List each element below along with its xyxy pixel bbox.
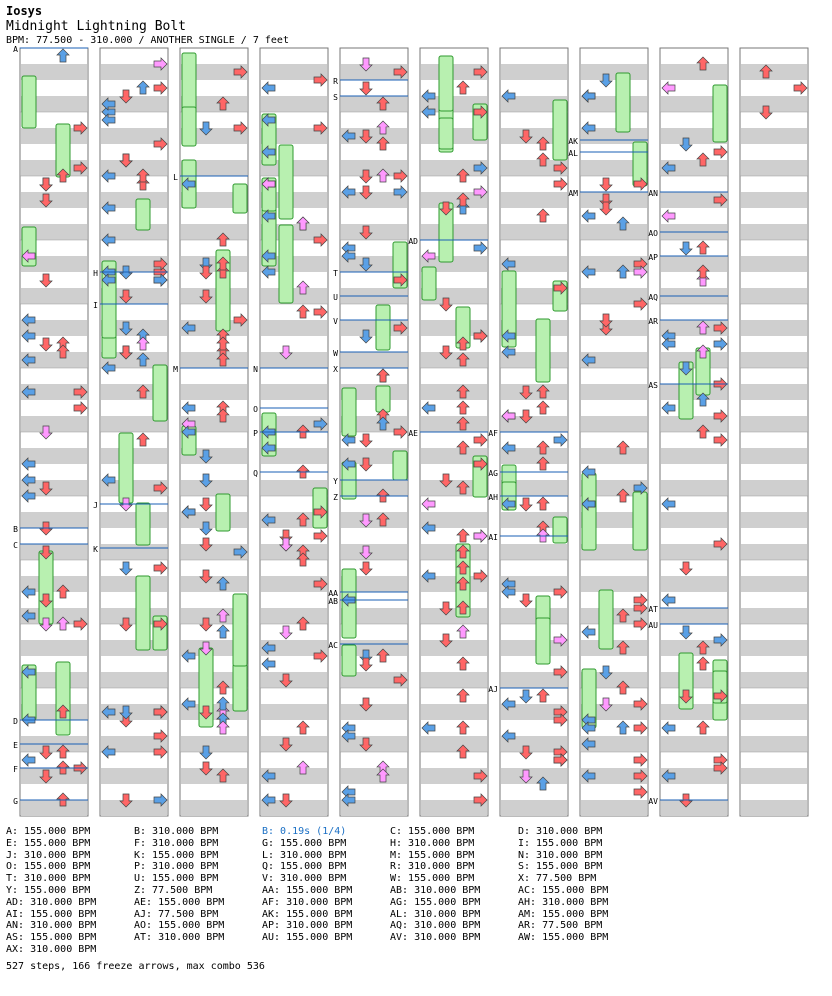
legend-entry: AC: 155.000 BPM [518,885,609,896]
beat-stripe [661,800,727,816]
legend-entry: M: 155.000 BPM [390,849,475,861]
section-label: AQ [648,293,658,302]
chart-column [408,48,488,816]
freeze-arrow [376,386,390,412]
beat-stripe [661,736,727,752]
beat-stripe [421,352,487,368]
beat-stripe [341,512,407,528]
beat-stripe [661,256,727,272]
beat-stripe [181,224,247,240]
section-label: AV [648,797,658,806]
beat-stripe [501,192,567,208]
beat-stripe [661,512,727,528]
section-label: AL [568,149,578,158]
legend-entry: AI: 155.000 BPM [6,908,97,920]
chart-column [488,48,568,816]
legend-entry: AR: 77.500 BPM [518,920,603,932]
beat-stripe [741,512,807,528]
beat-stripe [741,768,807,784]
beat-stripe [741,192,807,208]
chart-column [173,48,248,816]
beat-stripe [421,416,487,432]
beat-stripe [261,736,327,752]
beat-stripe [21,416,87,432]
beat-stripe [21,288,87,304]
section-label: AN [648,189,658,198]
beat-stripe [741,256,807,272]
legend-entry: Y: 155.000 BPM [6,885,91,896]
section-label: U [333,293,338,302]
section-label: Q [253,469,258,478]
beat-stripe [581,416,647,432]
freeze-arrow [536,319,550,382]
beat-stripe [261,320,327,336]
section-label: AU [648,621,658,630]
freeze-arrow [233,664,247,711]
beat-stripe [341,352,407,368]
beat-stripe [741,576,807,592]
legend-entry: AG: 155.000 BPM [390,896,481,908]
section-label: AH [488,493,498,502]
freeze-arrow [393,451,407,480]
beat-stripe [501,384,567,400]
beat-stripe [741,544,807,560]
legend-entry: AE: 155.000 BPM [134,896,225,908]
section-label: V [333,317,338,326]
beat-stripe [101,768,167,784]
freeze-arrow [582,473,596,550]
legend-entry: AQ: 310.000 BPM [390,920,481,932]
legend-entry: AV: 310.000 BPM [390,932,481,944]
freeze-arrow [439,56,453,111]
legend-entry: AS: 155.000 BPM [6,932,97,944]
legend-entry: I: 155.000 BPM [518,837,603,849]
beat-stripe [341,544,407,560]
beat-stripe [741,736,807,752]
legend-entry: AO: 155.000 BPM [134,920,225,932]
legend-entry: N: 310.000 BPM [518,849,603,861]
section-label: P [253,429,258,438]
beat-stripe [581,224,647,240]
beat-stripe [741,480,807,496]
section-label: R [333,77,338,86]
freeze-arrow [119,433,133,503]
beat-stripe [181,384,247,400]
freeze-arrow [553,100,567,160]
beat-stripe [261,704,327,720]
legend-entry: W: 155.000 BPM [390,873,475,885]
beat-stripe [421,640,487,656]
legend-entry: AD: 310.000 BPM [6,896,97,908]
beat-stripe [741,800,807,816]
beat-stripe [101,672,167,688]
section-label: L [173,173,178,182]
freeze-arrow [136,503,150,545]
legend-entry: H: 310.000 BPM [390,837,475,849]
legend-entry: E: 155.000 BPM [6,837,91,849]
legend-entry: AL: 310.000 BPM [390,908,481,920]
beat-stripe [181,736,247,752]
legend-entry: X: 77.500 BPM [518,873,597,885]
chart-column [93,48,168,816]
freeze-arrow [553,517,567,543]
beat-stripe [421,544,487,560]
section-label: T [333,269,338,278]
beat-stripe [661,64,727,80]
freeze-arrow [233,594,247,666]
beat-stripe [181,576,247,592]
freeze-arrow [422,267,436,300]
legend-entry: C: 155.000 BPM [390,826,475,837]
beat-stripe [501,800,567,816]
beat-stripe [101,448,167,464]
beat-stripe [501,64,567,80]
chart-column [13,45,88,816]
beat-stripe [661,576,727,592]
song-artist: Iosys [6,4,43,18]
beat-stripe [741,224,807,240]
beat-stripe [101,512,167,528]
beat-stripe [421,736,487,752]
freeze-arrow [342,388,356,436]
song-title: Midnight Lightning Bolt [6,19,187,34]
freeze-arrow [56,662,70,735]
beat-stripe [261,544,327,560]
section-label: AT [648,605,658,614]
legend-entry: P: 310.000 BPM [134,861,219,873]
freeze-arrow [136,199,150,230]
beat-stripe [261,672,327,688]
legend-entry: AF: 310.000 BPM [262,896,353,908]
beat-stripe [581,64,647,80]
section-label: AA [328,589,338,598]
legend-entry: S: 155.000 BPM [518,861,603,873]
section-label: I [93,301,98,310]
beat-stripe [181,352,247,368]
legend-entry: AX: 310.000 BPM [6,944,97,955]
freeze-arrow [633,492,647,550]
chart-column [253,48,328,816]
bpm-difficulty-line: BPM: 77.500 - 310.000 / ANOTHER SINGLE / 7 feet [6,35,289,46]
section-label: E [13,741,18,750]
legend-entry: T: 310.000 BPM [6,873,91,885]
freeze-arrow [182,107,196,146]
beat-stripe [421,672,487,688]
beat-stripe [741,384,807,400]
legend-entry: D: 310.000 BPM [518,826,603,837]
freeze-arrow [279,225,293,303]
section-label: AK [568,137,578,146]
chart-column [568,48,648,816]
freeze-arrow [22,227,36,266]
section-label: AJ [488,685,498,694]
freeze-arrow [22,76,36,128]
section-label: AR [648,317,658,326]
freeze-arrow [599,590,613,649]
legend-entry: G: 155.000 BPM [262,837,347,849]
freeze-arrow [136,576,150,650]
section-label: A [13,45,18,54]
chart-column [740,48,808,816]
beat-stripe [181,480,247,496]
section-label: AO [648,229,658,238]
beat-stripe [741,160,807,176]
section-label: Z [333,493,338,502]
beat-stripe [741,128,807,144]
section-label: O [253,405,258,414]
beat-stripe [741,352,807,368]
beat-stripe [21,640,87,656]
legend-entry: AW: 155.000 BPM [518,932,609,944]
legend-entry: R: 310.000 BPM [390,861,475,873]
beat-stripe [661,352,727,368]
freeze-arrow [342,645,356,676]
section-label: B [13,525,18,534]
beat-stripe [741,320,807,336]
beat-stripe [261,96,327,112]
beat-stripe [101,544,167,560]
beat-stripe [21,544,87,560]
legend-entry: Z: 77.500 BPM [134,885,213,896]
section-label: AE [408,429,418,438]
legend-entry: AJ: 77.500 BPM [134,908,219,920]
section-label: M [173,365,178,374]
legend-entry: O: 155.000 BPM [6,861,91,873]
beat-stripe [581,800,647,816]
beat-stripe [741,64,807,80]
freeze-arrow [376,305,390,350]
beat-stripe [741,416,807,432]
beat-stripe [341,224,407,240]
beat-stripe [421,704,487,720]
beat-stripe [501,608,567,624]
legend-entry: U: 155.000 BPM [134,873,219,885]
beat-stripe [581,192,647,208]
freeze-arrow [39,551,53,624]
section-label: N [253,365,258,374]
section-label: X [333,365,338,374]
legend-entry: B: 310.000 BPM [134,826,219,837]
beat-stripe [101,576,167,592]
beat-stripe [741,608,807,624]
beat-stripe [181,800,247,816]
beat-stripe [741,672,807,688]
beat-stripe [261,608,327,624]
legend-entry: AN: 310.000 BPM [6,920,97,932]
section-label: AF [488,429,498,438]
beat-stripe [581,320,647,336]
section-label: AS [648,381,658,390]
beat-stripe [341,704,407,720]
chart-column [328,48,408,816]
beat-stripe [21,512,87,528]
section-label: AM [568,189,578,198]
freeze-arrow [153,365,167,421]
section-label: K [93,545,98,554]
beat-stripe [501,544,567,560]
beat-stripe [501,224,567,240]
beat-stripe [261,288,327,304]
section-label: AP [648,253,658,262]
beat-stripe [21,800,87,816]
section-label: C [13,541,18,550]
legend-entry: V: 310.000 BPM [262,873,347,885]
beat-stripe [181,768,247,784]
beat-stripe [581,384,647,400]
section-label: W [333,349,338,358]
section-label: AD [408,237,418,246]
section-label: AC [328,641,338,650]
legend-entry: AH: 310.000 BPM [518,896,609,908]
beat-stripe [741,640,807,656]
beat-stripe [741,288,807,304]
beat-stripe [741,96,807,112]
section-label: D [13,717,18,726]
beat-stripe [581,640,647,656]
beat-stripe [181,288,247,304]
legend-entry: AA: 155.000 BPM [262,885,353,896]
freeze-arrow [313,488,327,528]
beat-stripe [741,448,807,464]
beat-stripe [181,256,247,272]
section-label: S [333,93,338,102]
section-label: AG [488,469,498,478]
beat-stripe [581,448,647,464]
freeze-arrow [633,142,647,186]
section-label: J [93,501,98,510]
section-label: Y [333,477,338,486]
legend-entry: L: 310.000 BPM [262,849,347,861]
beat-stripe [261,352,327,368]
beat-stripe [261,384,327,400]
beat-stripe [501,768,567,784]
freeze-arrow [216,494,230,531]
legend-entry: AT: 310.000 BPM [134,932,225,944]
section-label: G [13,797,18,806]
beat-stripe [741,704,807,720]
section-label: H [93,269,98,278]
legend-entry: AB: 310.000 BPM [390,885,481,896]
legend-entry: Q: 155.000 BPM [262,861,347,873]
beat-stripe [341,96,407,112]
legend-entry: A: 155.000 BPM [6,826,91,837]
section-label: F [13,765,18,774]
freeze-arrow [713,85,727,142]
freeze-arrow [182,53,196,115]
freeze-arrow [279,145,293,219]
legend-entry: AU: 155.000 BPM [262,932,353,944]
beat-stripe [581,576,647,592]
beat-stripe [661,480,727,496]
legend-entry: AM: 155.000 BPM [518,908,609,920]
freeze-arrow [616,73,630,132]
freeze-arrow [536,618,550,664]
legend-entry: AK: 155.000 BPM [262,908,353,920]
section-label: AB [328,597,338,606]
freeze-arrow [342,569,356,638]
beat-stripe [421,224,487,240]
legend-entry: K: 155.000 BPM [134,849,219,861]
beat-stripe [21,192,87,208]
legend-entry: F: 310.000 BPM [134,837,219,849]
freeze-arrow [233,184,247,213]
chart-stats: 527 steps, 166 freeze arrows, max combo 536 [6,961,265,972]
beat-stripe [421,384,487,400]
legend-entry: AP: 310.000 BPM [262,920,353,932]
legend-entry: B: 0.19s (1/4) [262,826,347,837]
beat-stripe [661,448,727,464]
freeze-arrow [439,118,453,149]
legend-entry: J: 310.000 BPM [6,849,91,861]
section-label: AI [488,533,498,542]
chart-column [648,48,728,816]
beat-stripe [341,768,407,784]
beat-stripe [661,608,727,624]
beat-stripe [421,608,487,624]
